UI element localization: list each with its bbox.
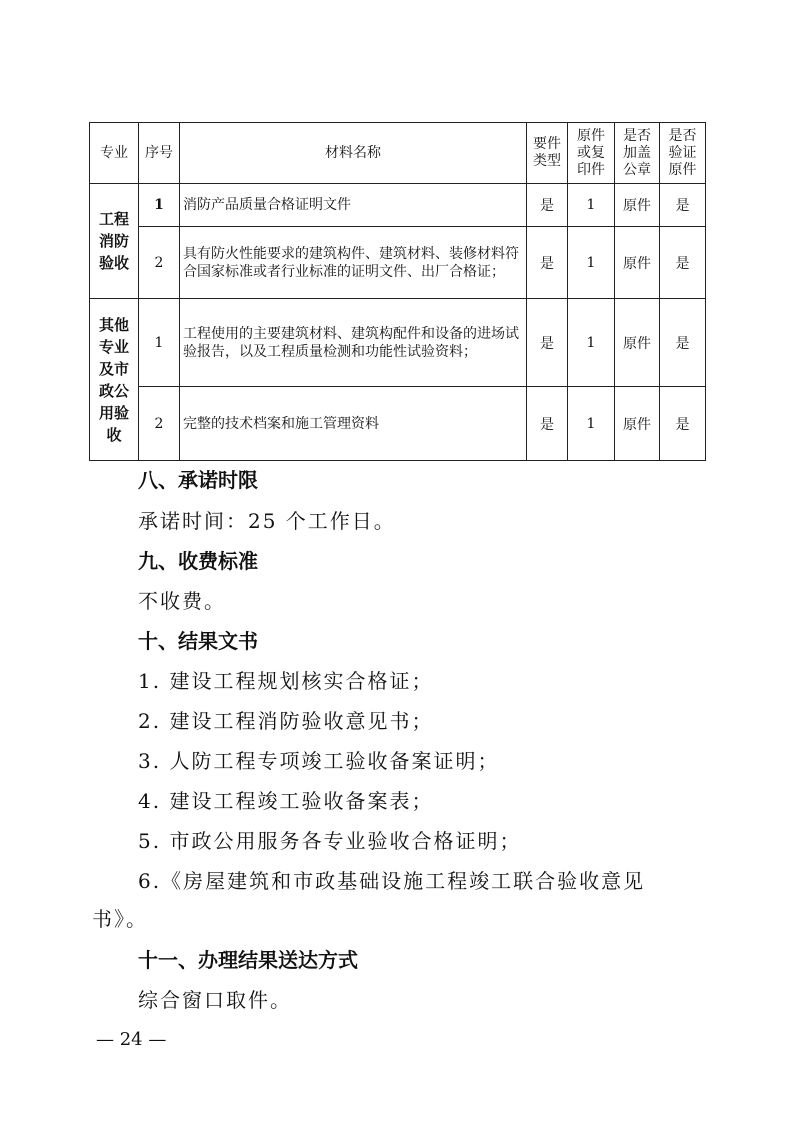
row-form: 原件 [615, 387, 660, 461]
category-line: 用验 [98, 403, 129, 422]
row-seq: 2 [139, 387, 180, 461]
result-doc-item: 6.《房屋建筑和市政基础设施工程竣工联合验收意见 [138, 869, 646, 893]
row-verify: 是 [660, 387, 706, 461]
result-doc-item: 5. 市政公用服务各专业验收合格证明； [138, 829, 522, 853]
header-line: 原件 [668, 161, 697, 178]
row-material-name: 工程使用的主要建筑材料、建筑构配件和设备的进场试验报告，以及工程质量检测和功能性试验资料； [180, 299, 527, 387]
header-line: 印件 [577, 161, 605, 178]
category-line: 专业 [98, 337, 129, 356]
row-verify: 是 [660, 299, 706, 387]
header-verify-original [660, 123, 706, 184]
row-seq: 1 [139, 299, 180, 387]
section-11-title: 十一、办理结果送达方式 [138, 948, 358, 972]
header-line: 或复 [577, 144, 605, 161]
section-11-body: 综合窗口取件。 [138, 988, 292, 1012]
category-other-acceptance [90, 299, 139, 461]
result-doc-item: 4. 建设工程竣工验收备案表； [138, 789, 434, 813]
header-line: 要件 [533, 136, 561, 152]
row-material-name: 消防产品质量合格证明文件 [180, 184, 527, 227]
table-header-row [90, 123, 706, 184]
header-line: 是否 [668, 127, 697, 144]
row-material-name: 具有防火性能要求的建筑构件、建筑材料、装修材料符合国家标准或者行业标准的证明文件、出厂合格证； [180, 227, 527, 299]
table-row [90, 227, 706, 299]
category-line: 其他 [98, 315, 129, 334]
header-material-name: 材料名称 [180, 123, 527, 184]
result-doc-item: 1. 建设工程规划核实合格证； [138, 669, 434, 693]
category-fire-acceptance [90, 184, 139, 299]
header-line: 验证 [668, 144, 697, 161]
materials-table [89, 122, 706, 461]
row-count: 1 [568, 184, 615, 227]
row-count: 1 [568, 227, 615, 299]
section-8-body: 承诺时间：25 个工作日。 [138, 509, 396, 533]
header-line: 公章 [623, 161, 651, 178]
header-stamp [615, 123, 660, 184]
header-major: 专业 [90, 123, 139, 184]
category-line: 验收 [98, 254, 129, 272]
row-form: 原件 [615, 184, 660, 227]
row-material-name: 完整的技术档案和施工管理资料 [180, 387, 527, 461]
row-seq: 2 [139, 227, 180, 299]
row-required: 是 [527, 387, 568, 461]
row-required: 是 [527, 299, 568, 387]
section-9-body: 不收费。 [138, 589, 226, 613]
header-seq: 序号 [139, 123, 180, 184]
result-doc-item-continuation: 书》。 [92, 907, 148, 931]
row-form: 原件 [615, 299, 660, 387]
table-row [90, 184, 706, 227]
page-number: — 24 — [96, 1029, 167, 1050]
row-count: 1 [568, 299, 615, 387]
row-form: 原件 [615, 227, 660, 299]
section-8-title: 八、承诺时限 [138, 468, 258, 492]
row-verify: 是 [660, 184, 706, 227]
category-line: 工程 [98, 210, 129, 228]
category-line: 收 [106, 425, 122, 444]
table-row [90, 387, 706, 461]
header-line: 原件 [577, 127, 605, 144]
result-doc-item: 3. 人防工程专项竣工验收备案证明； [138, 749, 500, 773]
category-line: 及市 [98, 359, 129, 378]
table-row [90, 299, 706, 387]
row-verify: 是 [660, 227, 706, 299]
category-line: 政公 [98, 381, 129, 400]
section-10-title: 十、结果文书 [138, 629, 258, 653]
section-9-title: 九、收费标准 [138, 549, 258, 573]
category-line: 消防 [98, 232, 129, 250]
row-count: 1 [568, 387, 615, 461]
row-required: 是 [527, 184, 568, 227]
row-seq: 1 [139, 184, 180, 227]
header-original-or-copy [568, 123, 615, 184]
row-required: 是 [527, 227, 568, 299]
header-required-type [527, 123, 568, 184]
header-line: 加盖 [623, 144, 651, 161]
result-doc-item: 2. 建设工程消防验收意见书； [138, 709, 434, 733]
header-line: 类型 [533, 153, 561, 169]
header-line: 是否 [623, 127, 651, 144]
